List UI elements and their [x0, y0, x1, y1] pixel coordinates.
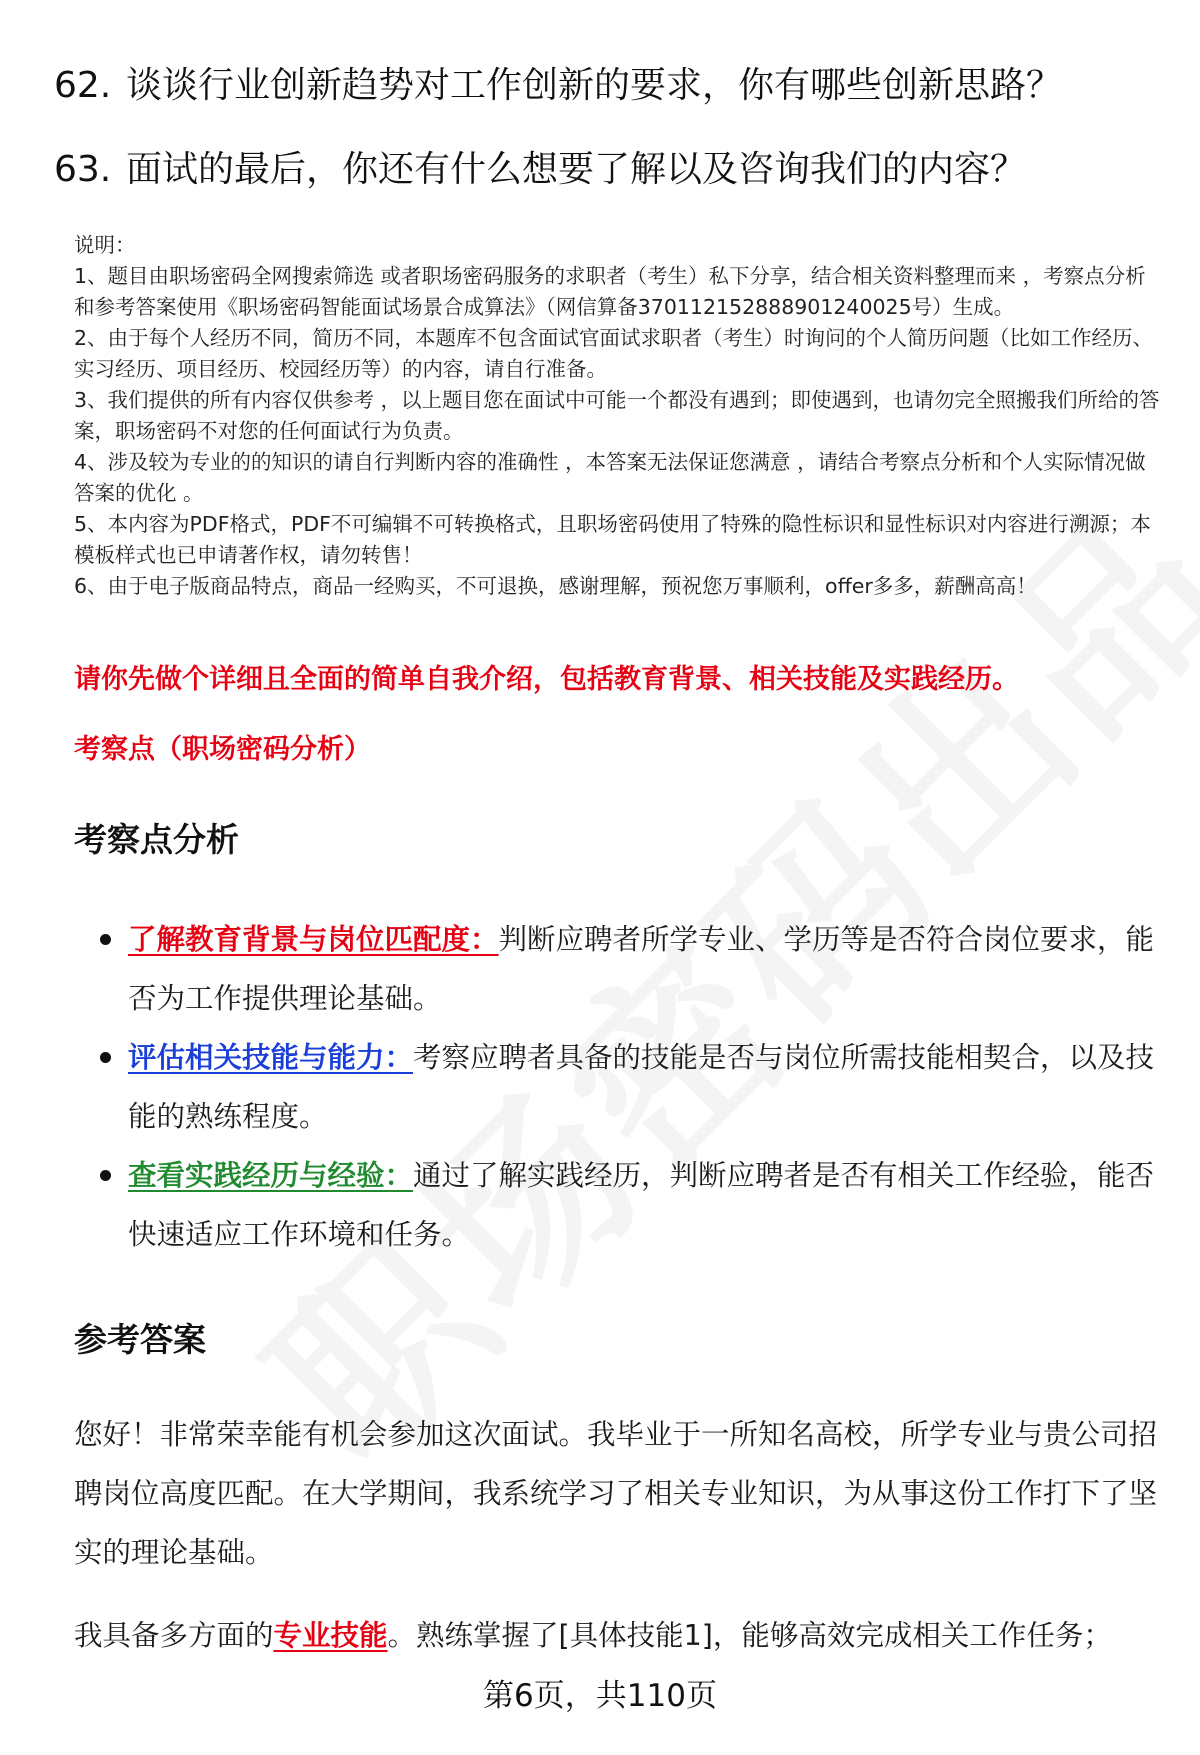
question-text: 面试的最后，你还有什么想要了解以及咨询我们的内容？ — [126, 149, 1027, 190]
bullet-lead: 了解教育背景与岗位匹配度： — [128, 923, 499, 956]
answer-keyword: 专业技能 — [273, 1619, 388, 1652]
page-number: 第6页，共110页 — [483, 1678, 717, 1714]
note-item: 5、本内容为PDF格式，PDF不可编辑不可转换格式，且职场密码使用了特殊的隐性标识和显性标识对内容进行溯源；本模板样式也已申请著作权，请勿转售！ — [74, 512, 1151, 567]
answer-paragraph — [74, 1606, 1164, 1665]
answer-paragraph: 您好！非常荣幸能有机会参加这次面试。我毕业于一所知名高校，所学专业与贵公司招聘岗位高度匹配。在大学期间，我系统学习了相关专业知识，为从事这份工作打下了坚实的理论基础。 — [74, 1418, 1158, 1569]
bullet-dot-icon — [100, 1170, 111, 1181]
analysis-heading: 考察点分析 — [74, 820, 239, 859]
notes-heading: 说明： — [74, 233, 136, 257]
question-text: 谈谈行业创新趋势对工作创新的要求，你有哪些创新思路？ — [126, 65, 1063, 106]
list-item — [74, 1146, 1164, 1264]
bullet-text: 通过了解实践经历，判断应聘者是否有相关工作经验，能否快速适应工作环境和任务。 — [128, 1159, 1155, 1251]
note-item: 6、由于电子版商品特点，商品一经购买，不可退换，感谢理解，预祝您万事顺利，offer多多，薪酬高高！ — [74, 574, 1037, 598]
note-item: 3、我们提供的所有内容仅供参考 ，以上题目您在面试中可能一个都没有遇到；即使遇到，也请勿完全照搬我们所给的答案，职场密码不对您的任何面试行为负责。 — [74, 388, 1160, 443]
question-number: 63. — [54, 149, 112, 190]
answer-text: 我具备多方面的 — [74, 1619, 274, 1652]
question-number: 62. — [54, 65, 112, 106]
bullet-lead: 查看实践经历与经验： — [128, 1159, 414, 1192]
question-63 — [54, 148, 1026, 192]
note-item: 2、由于每个人经历不同，简历不同，本题库不包含面试官面试求职者（考生）时询问的个人简历问题（比如工作经历、实习经历、项目经历、校园经历等）的内容，请自行准备。 — [74, 326, 1154, 381]
list-item — [74, 910, 1164, 1028]
assessment-points-label: 考察点（职场密码分析） — [74, 734, 371, 765]
bullet-dot-icon — [100, 934, 111, 945]
note-item: 4、涉及较为专业的的知识的请自行判断内容的准确性 ，本答案无法保证您满意 ，请结合考察点分析和个人实际情况做答案的优化 。 — [74, 450, 1146, 505]
disclaimer-notes — [74, 230, 1164, 602]
answer-text: 。熟练掌握了[具体技能1]，能够高效完成相关工作任务； — [387, 1619, 1112, 1652]
analysis-list — [74, 910, 1164, 1264]
bullet-dot-icon — [100, 1052, 111, 1063]
bullet-text: 判断应聘者所学专业、学历等是否符合岗位要求，能否为工作提供理论基础。 — [128, 923, 1155, 1015]
list-item — [74, 1028, 1164, 1146]
interview-question-title: 请你先做个详细且全面的简单自我介绍，包括教育背景、相关技能及实践经历。 — [74, 664, 1019, 695]
bullet-lead: 评估相关技能与能力： — [128, 1041, 414, 1074]
bullet-text: 考察应聘者具备的技能是否与岗位所需技能相契合，以及技能的熟练程度。 — [128, 1041, 1155, 1133]
note-item: 1、题目由职场密码全网搜索筛选 或者职场密码服务的求职者（考生）私下分享，结合相关资料整理而来 ，考察点分析和参考答案使用《职场密码智能面试场景合成算法》（网信算备370112152888901240025号）生成。 — [74, 264, 1146, 319]
question-62 — [54, 64, 1062, 108]
answer-heading: 参考答案 — [74, 1320, 206, 1359]
